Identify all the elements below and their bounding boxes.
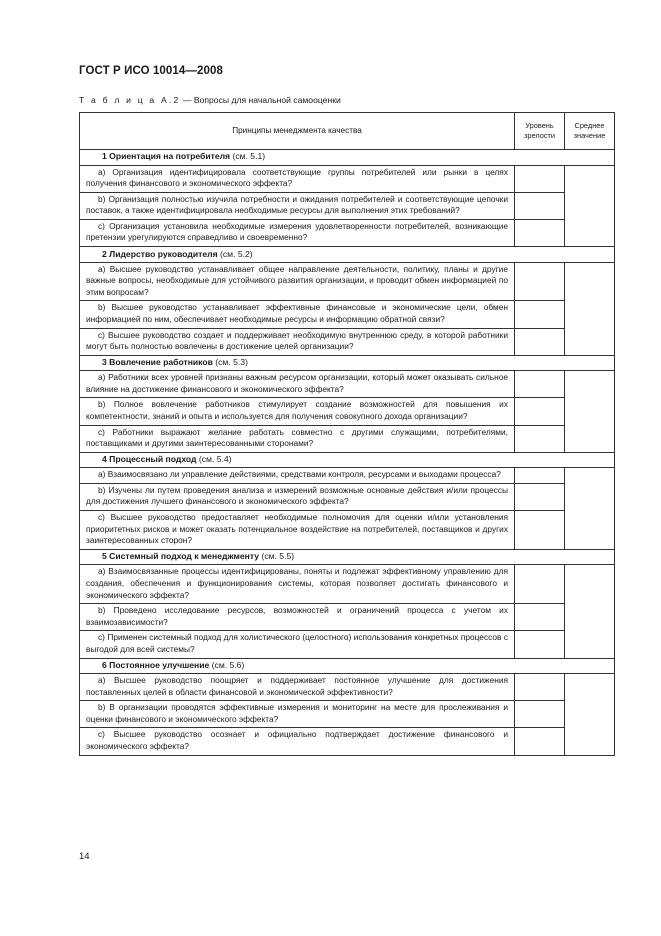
maturity-level-cell[interactable] (515, 165, 565, 192)
question-row (80, 565, 615, 604)
section-row (80, 452, 615, 468)
maturity-level-cell[interactable] (515, 301, 565, 328)
header-principles: Принципы менеджмента качества (80, 113, 515, 150)
table-header-row (80, 113, 615, 150)
question-row (80, 674, 615, 701)
question-text: b) В организации проводятся эффективные измерения и мониторинг на месте для прослеживания и оценки финансового и экономического эффекта? (80, 701, 515, 728)
section-title (80, 452, 615, 468)
question-text: а) Организация идентифицировала соответствующие группы потребителей или рынки в целях получения финансового и экономического эффекта? (80, 165, 515, 192)
average-value-cell[interactable] (565, 371, 615, 453)
maturity-level-cell[interactable] (515, 511, 565, 550)
section-reference: (см. 5.5) (259, 551, 295, 562)
question-row (80, 468, 615, 484)
section-name: 1 Ориентация на потребителя (102, 151, 231, 162)
maturity-level-cell[interactable] (515, 468, 565, 484)
table-caption (79, 95, 341, 105)
section-reference: (см. 5.4) (196, 454, 232, 465)
table-caption-text: — Вопросы для начальной самооценки (180, 95, 341, 105)
question-text: с) Работники выражают желание работать совместно с другими служащими, потребителями, поставщиками и другими заинтересованными сторонами? (80, 425, 515, 452)
table-caption-prefix: Т а б л и ц а А.2 (79, 95, 181, 105)
question-row (80, 483, 615, 510)
maturity-level-cell[interactable] (515, 701, 565, 728)
section-reference: (см. 5.3) (212, 357, 248, 368)
section-title (80, 247, 615, 263)
question-text: а) Взаимосвязанные процессы идентифицированы, поняты и подлежат эффективному управлению для создания, обеспечения и функционирования системы, которая позволяет достигать финансового и экономического эффекта? (80, 565, 515, 604)
maturity-level-cell[interactable] (515, 219, 565, 246)
section-row (80, 355, 615, 371)
maturity-level-cell[interactable] (515, 483, 565, 510)
question-row (80, 511, 615, 550)
question-text: с) Применен системный подход для холистического (целостного) использования конкретных процессов с выгодой для всей системы? (80, 631, 515, 658)
maturity-level-cell[interactable] (515, 371, 565, 398)
average-value-cell[interactable] (565, 262, 615, 355)
maturity-level-cell[interactable] (515, 674, 565, 701)
maturity-level-cell[interactable] (515, 604, 565, 631)
maturity-level-cell[interactable] (515, 728, 565, 755)
maturity-level-cell[interactable] (515, 192, 565, 219)
section-title (80, 658, 615, 674)
section-name: 3 Вовлечение работников (102, 357, 213, 368)
question-text: а) Высшее руководство устанавливает общее направление деятельности, политику, планы и другие важные вопросы, необходимые для устойчивого развития организации, и проводит обмен информацией по этим вопросам? (80, 262, 515, 301)
section-title (80, 150, 615, 166)
question-row (80, 425, 615, 452)
section-title (80, 355, 615, 371)
section-name: 4 Процессный подход (102, 454, 197, 465)
question-text: с) Высшее руководство осознает и официально подтверждает достижение финансового и экономического эффекта? (80, 728, 515, 755)
section-reference: (см. 5.1) (230, 151, 266, 162)
section-name: 2 Лидерство руководителя (102, 248, 218, 259)
page-number: 14 (79, 851, 90, 862)
question-row (80, 192, 615, 219)
question-text: b) Изучены ли путем проведения анализа и измерений возможные основные действия и/или процессы для достижения лучшего финансового и экономического эффекта? (80, 483, 515, 510)
question-row (80, 701, 615, 728)
question-text: b) Организация полностью изучила потребности и ожидания потребителей и соответствующие цепочки поставок, а также идентифицировала необходимые ресурсы для выполнения этих требований? (80, 192, 515, 219)
maturity-level-cell[interactable] (515, 398, 565, 425)
section-reference: (см. 5.6) (209, 659, 245, 670)
section-row (80, 247, 615, 263)
average-value-cell[interactable] (565, 674, 615, 756)
question-row (80, 301, 615, 328)
maturity-level-cell[interactable] (515, 262, 565, 301)
question-text: с) Высшее руководство предоставляет необходимые полномочия для оценки и/или установления приоритетных рисков и может оказать потенциальное воздействие на потребителей, поставщиков и других заинтересованных сторон? (80, 511, 515, 550)
maturity-level-cell[interactable] (515, 425, 565, 452)
question-row (80, 262, 615, 301)
header-average: Среднее значение (565, 113, 615, 150)
average-value-cell[interactable] (565, 565, 615, 658)
question-text: а) Взаимосвязано ли управление действиями, средствами контроля, ресурсами и выходами процесса? (80, 468, 515, 484)
question-row (80, 728, 615, 755)
average-value-cell[interactable] (565, 468, 615, 550)
question-row (80, 328, 615, 355)
self-assessment-table (79, 112, 615, 756)
average-value-cell[interactable] (565, 165, 615, 247)
document-header: ГОСТ Р ИСО 10014—2008 (79, 65, 224, 77)
section-row (80, 549, 615, 565)
question-text: b) Высшее руководство устанавливает эффективные финансовые и экономические цели, обмен информацией по ним, обеспечивает необходимые ресурсы и информацию обратной связи? (80, 301, 515, 328)
section-name: 6 Постоянное улучшение (102, 659, 210, 670)
section-title (80, 549, 615, 565)
question-row (80, 398, 615, 425)
question-row (80, 604, 615, 631)
section-name: 5 Системный подход к менеджменту (102, 551, 260, 562)
section-reference: (см. 5.2) (217, 248, 253, 259)
question-row (80, 371, 615, 398)
question-text: с) Высшее руководство создает и поддерживает необходимую внутреннюю среду, в которой работники могут быть полностью вовлечены в достижение целей организации? (80, 328, 515, 355)
question-text: а) Высшее руководство поощряет и поддерживает постоянное улучшение для достижения поставленных целей в области финансовой и экономической эффективности? (80, 674, 515, 701)
question-text: с) Организация установила необходимые измерения удовлетворенности потребителей, возникающие претензии урегулируются справедливо и своевременно? (80, 219, 515, 246)
question-row (80, 631, 615, 658)
table-body (80, 150, 615, 756)
maturity-level-cell[interactable] (515, 565, 565, 604)
maturity-level-cell[interactable] (515, 631, 565, 658)
question-text: а) Работники всех уровней признаны важным ресурсом организации, который может оказывать сильное влияние на достижение финансового и экономического эффекта? (80, 371, 515, 398)
section-row (80, 150, 615, 166)
question-row (80, 219, 615, 246)
section-row (80, 658, 615, 674)
question-text: b) Полное вовлечение работников стимулирует создание возможностей для повышения их компетентности, знаний и опыта и используется для получения совокупного дохода организации? (80, 398, 515, 425)
question-text: b) Проведено исследование ресурсов, возможностей и ограничений процесса с учетом их взаимозависимости? (80, 604, 515, 631)
maturity-level-cell[interactable] (515, 328, 565, 355)
header-maturity-level: Уровень зрелости (515, 113, 565, 150)
question-row (80, 165, 615, 192)
